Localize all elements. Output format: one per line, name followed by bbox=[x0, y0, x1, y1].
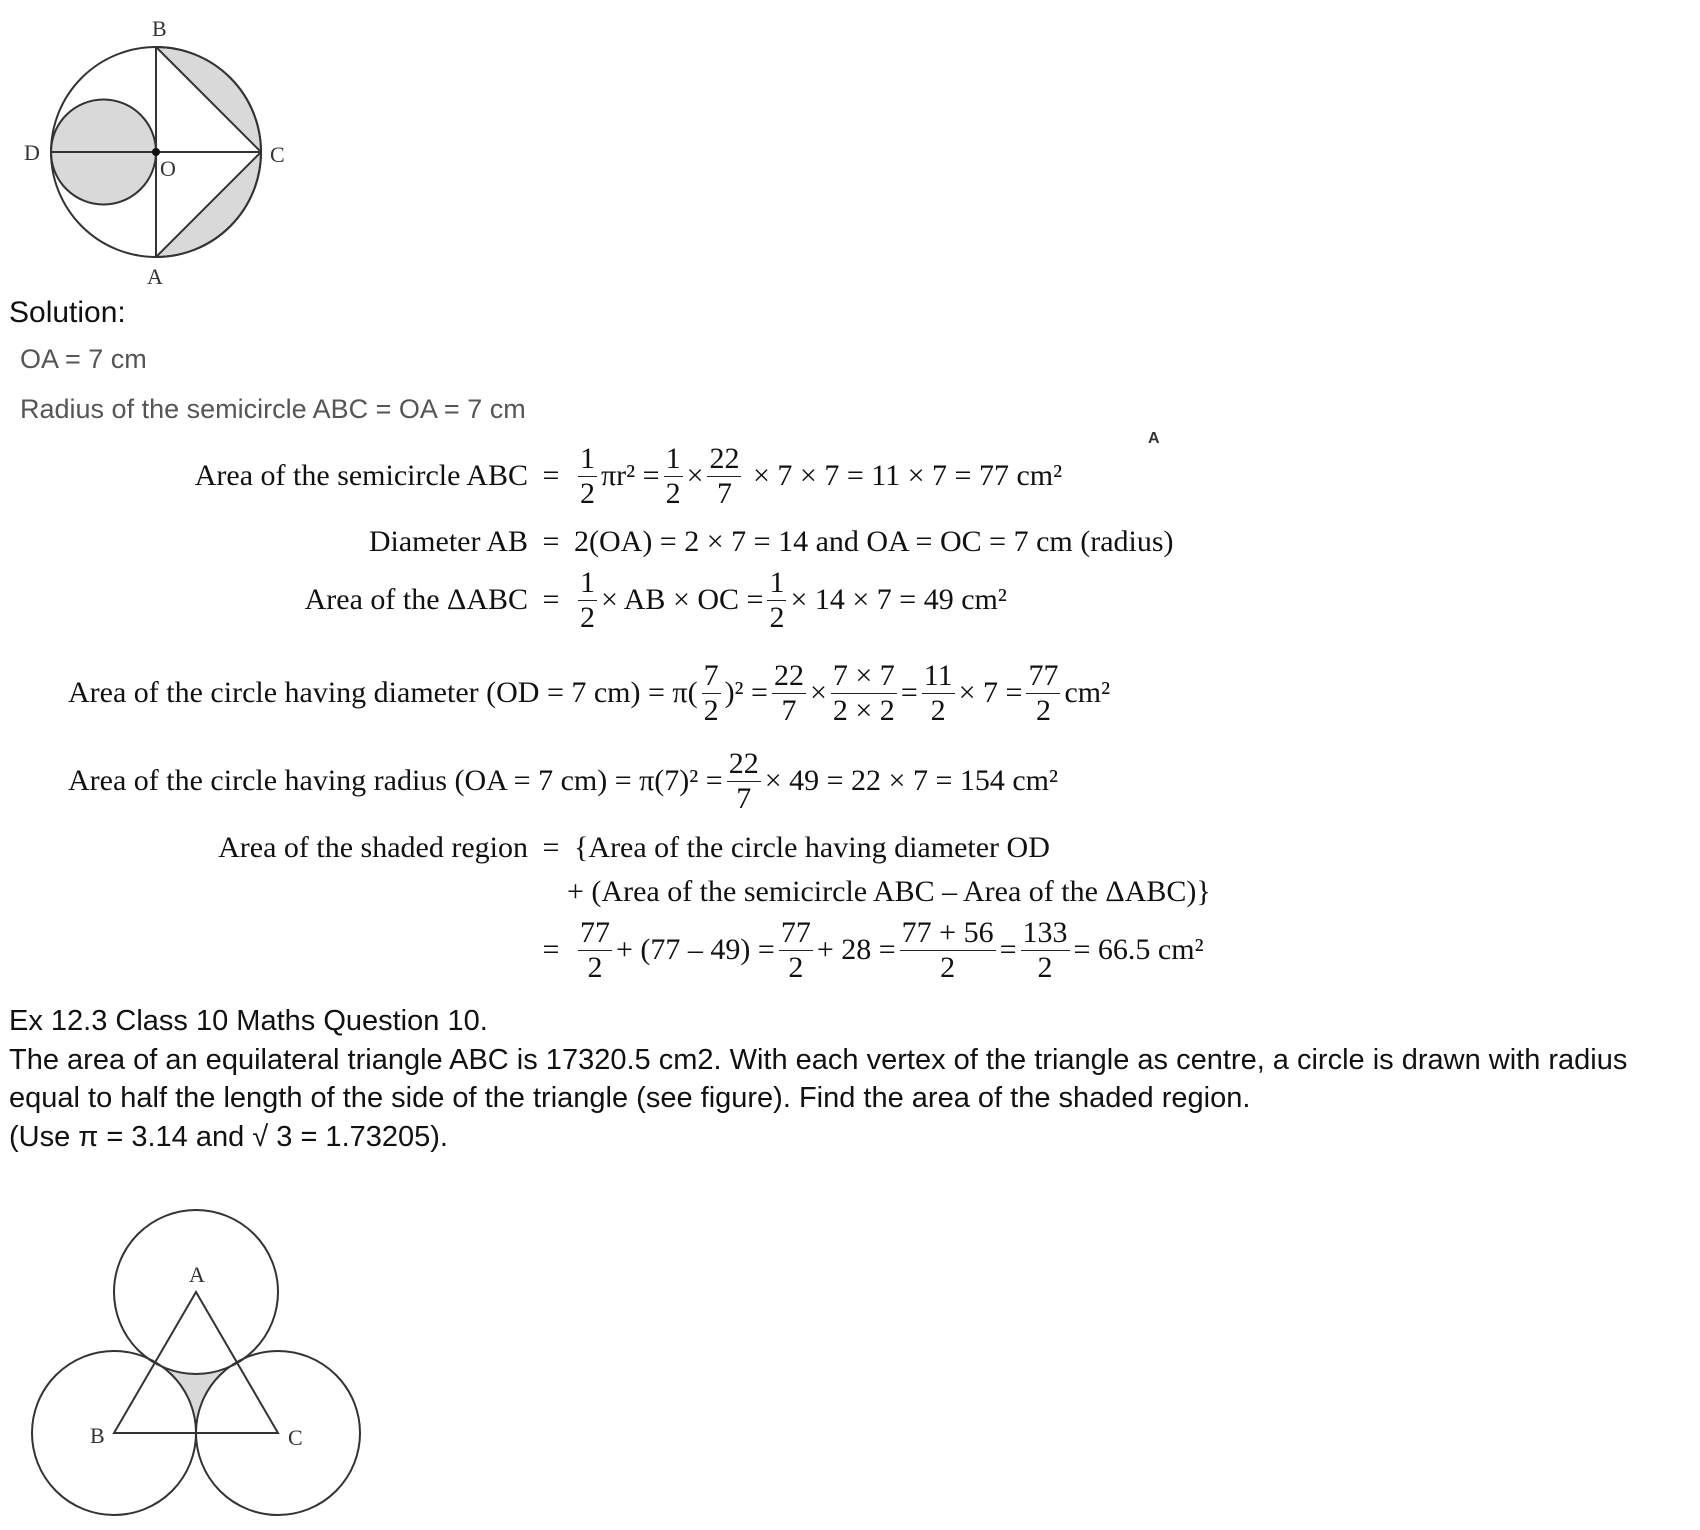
expr: πr² = bbox=[601, 459, 660, 492]
numerator: 22 bbox=[728, 746, 759, 780]
fraction bbox=[664, 441, 683, 510]
step-semicircle-area bbox=[58, 441, 1062, 511]
expr: × AB × OC = bbox=[601, 583, 764, 616]
three-circles-figure bbox=[0, 1190, 380, 1530]
fraction bbox=[578, 565, 597, 634]
fraction bbox=[922, 658, 955, 727]
step-small-circle-area bbox=[68, 658, 1110, 728]
step-label: Diameter AB bbox=[368, 525, 528, 558]
denominator: 2 bbox=[1035, 693, 1051, 727]
label-c: C bbox=[288, 1425, 303, 1450]
expr: Area of the circle having radius (OA = 7 cm) = π(7)² = bbox=[68, 764, 723, 797]
label-o: O bbox=[160, 156, 176, 181]
denominator: 2 × 2 bbox=[832, 693, 895, 727]
denominator: 2 bbox=[940, 950, 956, 984]
numerator: 7 bbox=[703, 658, 719, 692]
expr: 2(OA) = 2 × 7 = 14 and OA = OC = 7 cm (radius) bbox=[574, 525, 1174, 558]
denominator: 2 bbox=[1037, 950, 1053, 984]
equals: = bbox=[542, 525, 560, 558]
equals: = bbox=[542, 583, 560, 616]
denominator: 2 bbox=[587, 950, 603, 984]
expr: )² = bbox=[724, 676, 768, 709]
numerator: 77 + 56 bbox=[901, 915, 994, 949]
shaded-segment-bc bbox=[156, 47, 261, 152]
equals: = bbox=[542, 831, 560, 864]
denominator: 7 bbox=[781, 693, 797, 727]
denominator: 2 bbox=[930, 693, 946, 727]
given-radius: Radius of the semicircle ABC = OA = 7 cm bbox=[20, 394, 526, 424]
given-oa: OA = 7 cm bbox=[20, 344, 147, 374]
fraction bbox=[1021, 915, 1070, 984]
expr: + (Area of the semicircle ABC – Area of the ΔABC)} bbox=[567, 875, 1211, 908]
solution-heading: Solution: bbox=[9, 296, 126, 329]
step-large-circle-area bbox=[68, 746, 1058, 816]
expr: Area of the circle having diameter (OD = 7 cm) = π( bbox=[68, 676, 698, 709]
numerator: 1 bbox=[665, 441, 681, 475]
numerator: 7 × 7 bbox=[832, 658, 895, 692]
step-label: Area of the ΔABC bbox=[304, 583, 528, 616]
numerator: 133 bbox=[1022, 915, 1068, 949]
numerator: 1 bbox=[769, 565, 785, 599]
fraction bbox=[772, 658, 806, 727]
expr: = 66.5 cm² bbox=[1073, 933, 1204, 966]
fraction bbox=[727, 746, 761, 815]
denominator: 2 bbox=[580, 600, 595, 634]
fraction bbox=[1026, 658, 1060, 727]
label-d: D bbox=[24, 140, 40, 165]
label-c: C bbox=[270, 142, 285, 167]
expr: × 7 = bbox=[958, 676, 1023, 709]
step-label: Area of the shaded region bbox=[218, 831, 528, 864]
expr: × 7 × 7 = 11 × 7 = 77 cm² bbox=[745, 459, 1063, 492]
numerator: 1 bbox=[580, 441, 595, 475]
question-title: Ex 12.3 Class 10 Maths Question 10. bbox=[9, 1005, 488, 1037]
center-point bbox=[152, 148, 160, 156]
denominator: 2 bbox=[703, 693, 719, 727]
numerator: 11 bbox=[923, 658, 953, 692]
expr: × bbox=[809, 676, 827, 709]
equals: = bbox=[542, 459, 560, 492]
label-b: B bbox=[90, 1423, 105, 1448]
expr: cm² bbox=[1064, 676, 1111, 709]
expr: {Area of the circle having diameter OD bbox=[574, 831, 1050, 864]
circle-figure-1 bbox=[0, 0, 320, 300]
denominator: 2 bbox=[665, 476, 681, 510]
expr: = bbox=[900, 676, 918, 709]
fraction bbox=[707, 441, 741, 510]
denominator: 2 bbox=[788, 950, 804, 984]
denominator: 7 bbox=[736, 781, 752, 815]
expr: × 49 = 22 × 7 = 154 cm² bbox=[764, 764, 1059, 797]
numerator: 22 bbox=[709, 441, 740, 475]
fraction bbox=[702, 658, 721, 727]
expr: + 28 = bbox=[816, 933, 896, 966]
stray-mark: A bbox=[1148, 430, 1160, 447]
expr: × bbox=[686, 459, 704, 492]
equals: = bbox=[542, 933, 560, 966]
denominator: 2 bbox=[580, 476, 595, 510]
label-a: A bbox=[189, 1262, 205, 1287]
fraction bbox=[767, 565, 786, 634]
label-b: B bbox=[152, 16, 167, 41]
numerator: 77 bbox=[580, 915, 610, 949]
question-block bbox=[9, 1002, 1689, 1156]
numerator: 77 bbox=[780, 915, 811, 949]
denominator: 2 bbox=[769, 600, 785, 634]
step-label: Area of the semicircle ABC bbox=[194, 459, 528, 492]
fraction bbox=[831, 658, 897, 727]
expr: = bbox=[999, 933, 1017, 966]
numerator: 22 bbox=[773, 658, 804, 692]
fraction bbox=[779, 915, 813, 984]
numerator: 1 bbox=[580, 565, 595, 599]
fraction bbox=[578, 915, 612, 984]
question-body: The area of an equilateral triangle ABC is 17320.5 cm2. With each vertex of the triangle as centre, a circle is drawn with radius equal to half the length of the side of the triangle (see figure). Find the area of the shaded region. bbox=[9, 1043, 1628, 1115]
fraction bbox=[900, 915, 996, 984]
step-shaded-area-result bbox=[528, 915, 1204, 985]
expr: + (77 – 49) = bbox=[616, 933, 775, 966]
denominator: 7 bbox=[716, 476, 732, 510]
step-triangle-area bbox=[58, 565, 1007, 635]
label-a: A bbox=[147, 264, 163, 289]
expr: × 14 × 7 = 49 cm² bbox=[790, 583, 1007, 616]
fraction bbox=[578, 441, 597, 510]
numerator: 77 bbox=[1028, 658, 1059, 692]
question-hint: (Use π = 3.14 and √ 3 = 1.73205). bbox=[9, 1120, 448, 1153]
